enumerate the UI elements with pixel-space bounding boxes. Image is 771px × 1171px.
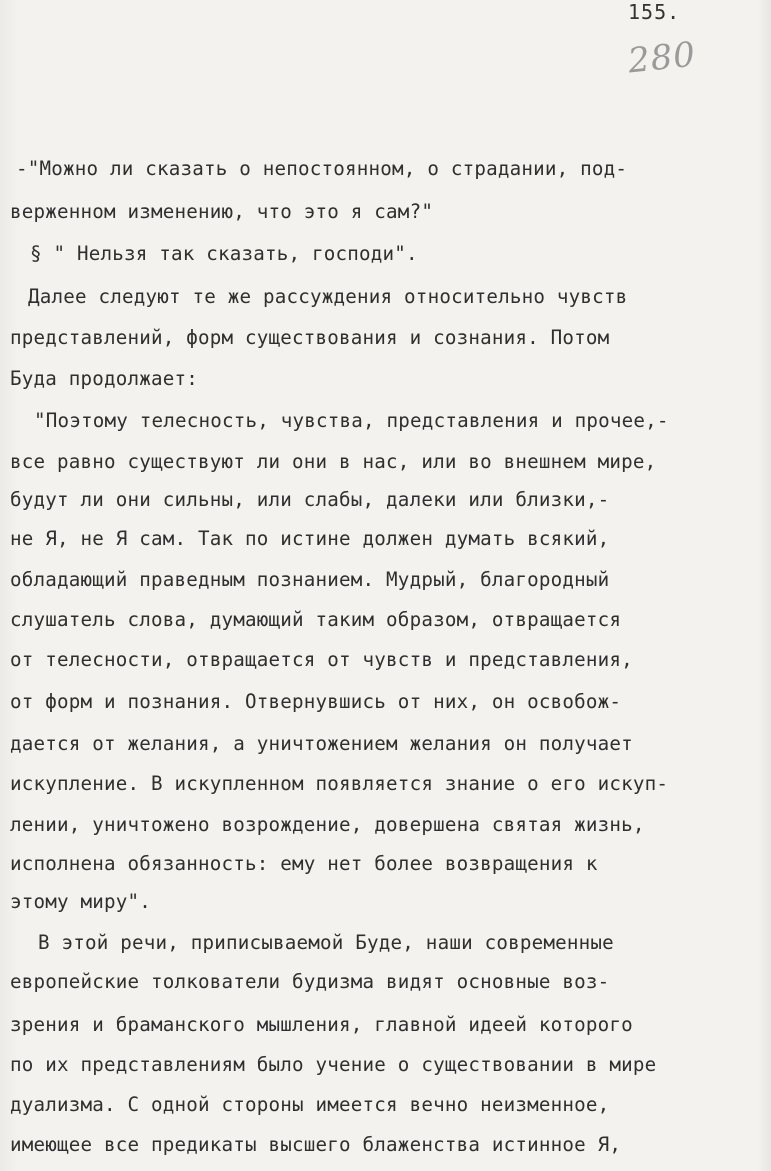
text-line: дуализма. С одной стороны имеется вечно неизменное, — [10, 1093, 610, 1116]
text-line: Далее следуют те же рассуждения относительно чувств — [28, 285, 628, 308]
text-line: от форм и познания. Отвернувшись от них, он освобож- — [10, 690, 622, 713]
text-line: верженном изменению, что это я сам?" — [10, 200, 434, 223]
text-line: искупление. В искупленном появляется знание о его искуп- — [10, 772, 669, 795]
text-line: слушатель слова, думающий таким образом, отвращается — [10, 608, 622, 631]
text-line: по их представлениям было учение о существовании в мире — [10, 1053, 657, 1076]
text-line: Буда продолжает: — [10, 367, 199, 390]
text-line: В этой речи, приписываемой Буде, наши современные — [38, 931, 614, 954]
handwritten-page-number: 280 — [626, 34, 698, 82]
text-line: дается от желания, а уничтожением желания он получает — [10, 732, 633, 755]
text-line: имеющее все предикаты высшего блаженства истинное Я, — [10, 1133, 622, 1156]
text-line: "Поэтому телесность, чувства, представления и прочее,- — [34, 409, 669, 432]
text-line: § " Нельзя так сказать, господи". — [30, 242, 418, 265]
text-line: лении, уничтожено возрождение, довершена святая жизнь, — [10, 813, 645, 836]
text-line: исполнена обязанность: ему нет более возвращения к — [10, 852, 598, 875]
text-line: все равно существуют ли они в нас, или во внешнем мире, — [10, 450, 657, 473]
text-line: этому миру". — [10, 890, 152, 913]
text-line: -"Можно ли сказать о непостоянном, о страдании, под- — [16, 157, 628, 180]
text-line: представлений, форм существования и сознания. Потом — [10, 326, 610, 349]
text-line: будут ли они сильны, или слабы, далеки или близки,- — [10, 488, 610, 511]
text-line: европейские толкователи будизма видят основные воз- — [10, 970, 610, 993]
page-number: 155. — [628, 0, 681, 24]
text-line: не Я, не Я сам. Так по истине должен думать всякий, — [10, 527, 610, 550]
text-line: обладающий праведным познанием. Мудрый, благородный — [10, 568, 610, 591]
text-line: зрения и браманского мышления, главной идеей которого — [10, 1013, 633, 1036]
text-line: от телесности, отвращается от чувств и представления, — [10, 648, 633, 671]
